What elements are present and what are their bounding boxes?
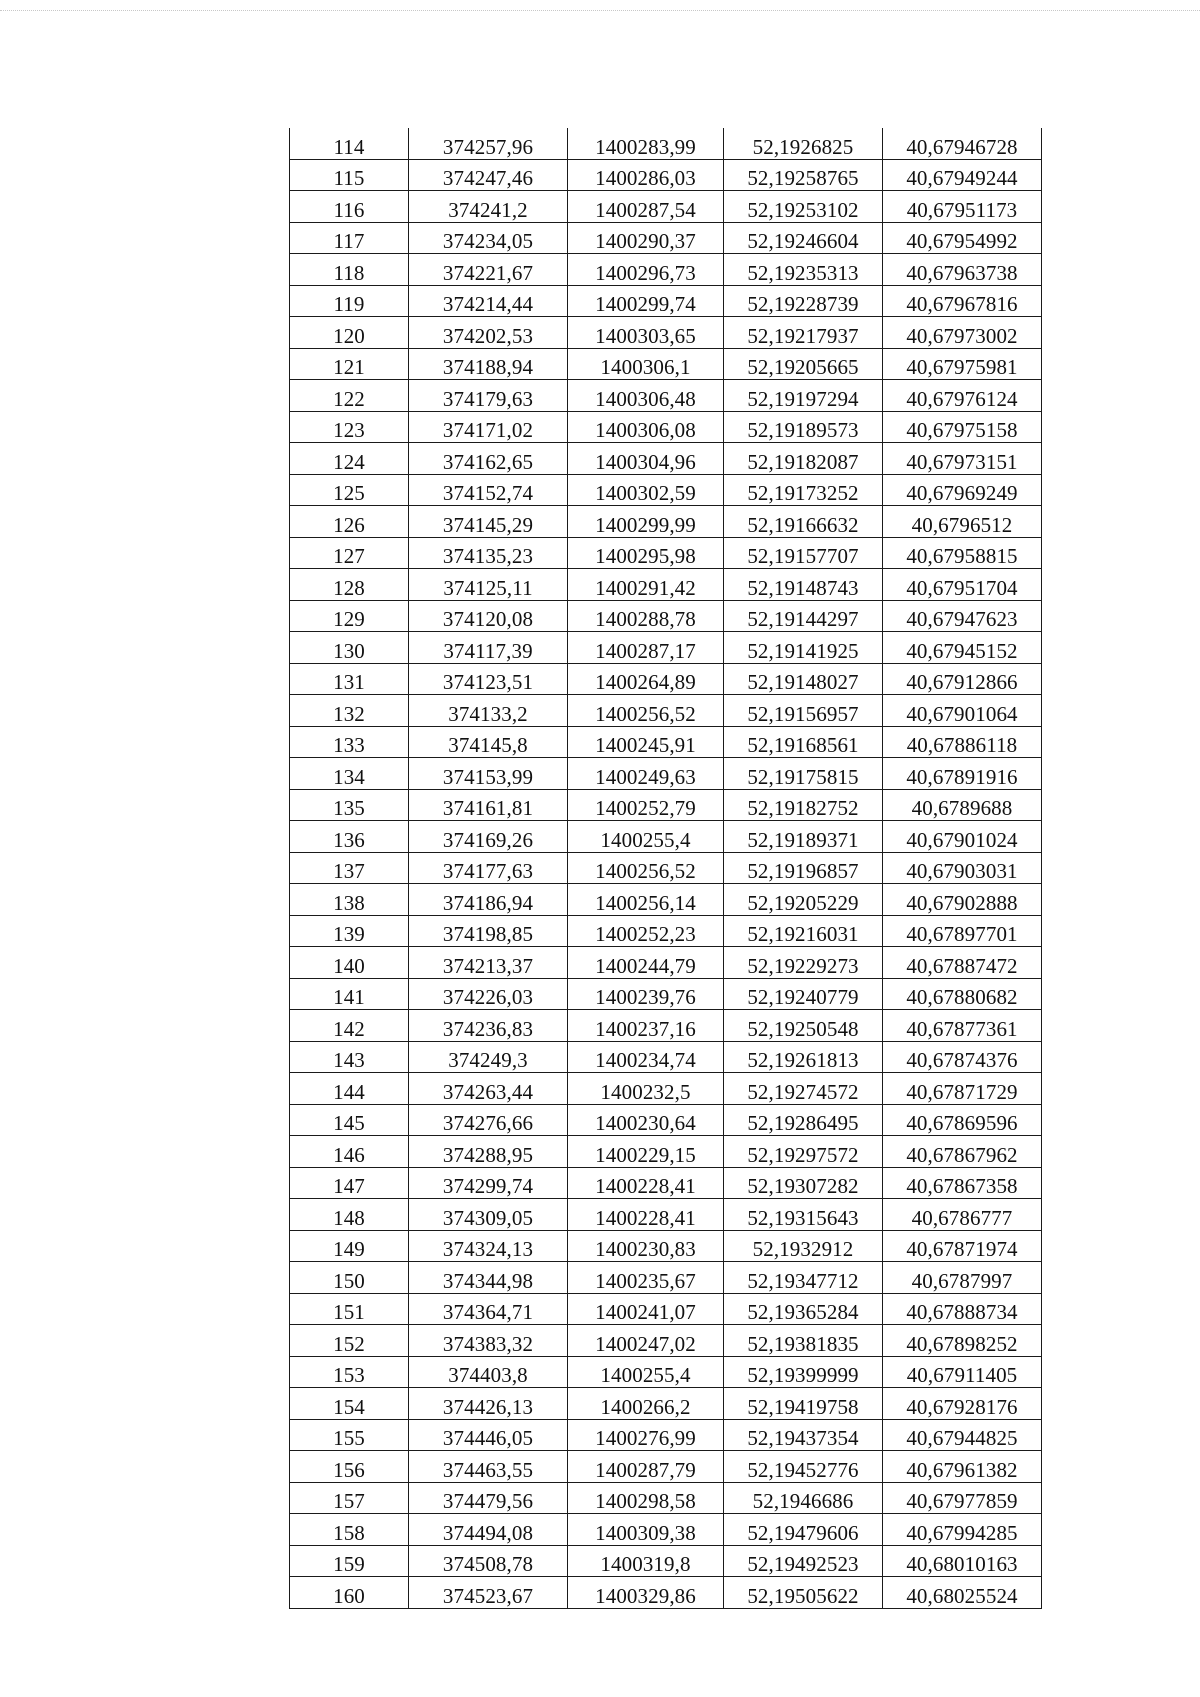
- latitude-cell: 52,1946686: [724, 1482, 883, 1514]
- latitude-cell: 52,19315643: [724, 1199, 883, 1231]
- table-row: [290, 254, 1042, 286]
- latitude-cell: 52,19240779: [724, 978, 883, 1010]
- longitude-cell: 40,67902888: [883, 884, 1042, 916]
- table-row: [290, 1419, 1042, 1451]
- table-row: [290, 821, 1042, 853]
- point-number-cell: 135: [290, 789, 409, 821]
- y-coordinate-cell: 1400296,73: [568, 254, 724, 286]
- x-coordinate-cell: 374226,03: [409, 978, 568, 1010]
- x-coordinate-cell: 374364,71: [409, 1293, 568, 1325]
- y-coordinate-cell: 1400228,41: [568, 1199, 724, 1231]
- longitude-cell: 40,67963738: [883, 254, 1042, 286]
- x-coordinate-cell: 374508,78: [409, 1545, 568, 1577]
- x-coordinate-cell: 374426,13: [409, 1388, 568, 1420]
- latitude-cell: 52,19261813: [724, 1041, 883, 1073]
- longitude-cell: 40,67871729: [883, 1073, 1042, 1105]
- longitude-cell: 40,67977859: [883, 1482, 1042, 1514]
- x-coordinate-cell: 374145,29: [409, 506, 568, 538]
- table-row: [290, 789, 1042, 821]
- x-coordinate-cell: 374236,83: [409, 1010, 568, 1042]
- x-coordinate-cell: 374403,8: [409, 1356, 568, 1388]
- table-row: [290, 1545, 1042, 1577]
- point-number-cell: 126: [290, 506, 409, 538]
- latitude-cell: 52,19144297: [724, 600, 883, 632]
- point-number-cell: 117: [290, 222, 409, 254]
- latitude-cell: 52,19157707: [724, 537, 883, 569]
- x-coordinate-cell: 374153,99: [409, 758, 568, 790]
- point-number-cell: 159: [290, 1545, 409, 1577]
- y-coordinate-cell: 1400309,38: [568, 1514, 724, 1546]
- coordinates-table-body: [290, 128, 1042, 1608]
- latitude-cell: 52,19229273: [724, 947, 883, 979]
- table-row: [290, 569, 1042, 601]
- x-coordinate-cell: 374299,74: [409, 1167, 568, 1199]
- y-coordinate-cell: 1400302,59: [568, 474, 724, 506]
- y-coordinate-cell: 1400306,08: [568, 411, 724, 443]
- table-row: [290, 600, 1042, 632]
- y-coordinate-cell: 1400286,03: [568, 159, 724, 191]
- longitude-cell: 40,67946728: [883, 128, 1042, 159]
- point-number-cell: 131: [290, 663, 409, 695]
- y-coordinate-cell: 1400229,15: [568, 1136, 724, 1168]
- y-coordinate-cell: 1400230,83: [568, 1230, 724, 1262]
- latitude-cell: 52,19148743: [724, 569, 883, 601]
- x-coordinate-cell: 374169,26: [409, 821, 568, 853]
- y-coordinate-cell: 1400298,58: [568, 1482, 724, 1514]
- table-row: [290, 1451, 1042, 1483]
- longitude-cell: 40,67888734: [883, 1293, 1042, 1325]
- point-number-cell: 124: [290, 443, 409, 475]
- longitude-cell: 40,67887472: [883, 947, 1042, 979]
- table-row: [290, 978, 1042, 1010]
- point-number-cell: 157: [290, 1482, 409, 1514]
- latitude-cell: 52,19182087: [724, 443, 883, 475]
- table-row: [290, 1577, 1042, 1609]
- longitude-cell: 40,67994285: [883, 1514, 1042, 1546]
- x-coordinate-cell: 374135,23: [409, 537, 568, 569]
- longitude-cell: 40,67901064: [883, 695, 1042, 727]
- point-number-cell: 116: [290, 191, 409, 223]
- x-coordinate-cell: 374214,44: [409, 285, 568, 317]
- point-number-cell: 141: [290, 978, 409, 1010]
- x-coordinate-cell: 374123,51: [409, 663, 568, 695]
- longitude-cell: 40,67901024: [883, 821, 1042, 853]
- longitude-cell: 40,67973151: [883, 443, 1042, 475]
- point-number-cell: 118: [290, 254, 409, 286]
- longitude-cell: 40,67961382: [883, 1451, 1042, 1483]
- latitude-cell: 52,19479606: [724, 1514, 883, 1546]
- longitude-cell: 40,67871974: [883, 1230, 1042, 1262]
- longitude-cell: 40,67951704: [883, 569, 1042, 601]
- latitude-cell: 52,1932912: [724, 1230, 883, 1262]
- table-row: [290, 1514, 1042, 1546]
- point-number-cell: 158: [290, 1514, 409, 1546]
- table-row: [290, 159, 1042, 191]
- table-row: [290, 285, 1042, 317]
- point-number-cell: 153: [290, 1356, 409, 1388]
- point-number-cell: 147: [290, 1167, 409, 1199]
- point-number-cell: 146: [290, 1136, 409, 1168]
- y-coordinate-cell: 1400276,99: [568, 1419, 724, 1451]
- point-number-cell: 125: [290, 474, 409, 506]
- latitude-cell: 52,19228739: [724, 285, 883, 317]
- longitude-cell: 40,68010163: [883, 1545, 1042, 1577]
- y-coordinate-cell: 1400290,37: [568, 222, 724, 254]
- point-number-cell: 123: [290, 411, 409, 443]
- y-coordinate-cell: 1400232,5: [568, 1073, 724, 1105]
- x-coordinate-cell: 374188,94: [409, 348, 568, 380]
- longitude-cell: 40,6787997: [883, 1262, 1042, 1294]
- table-row: [290, 1073, 1042, 1105]
- y-coordinate-cell: 1400237,16: [568, 1010, 724, 1042]
- y-coordinate-cell: 1400264,89: [568, 663, 724, 695]
- x-coordinate-cell: 374221,67: [409, 254, 568, 286]
- x-coordinate-cell: 374125,11: [409, 569, 568, 601]
- longitude-cell: 40,6789688: [883, 789, 1042, 821]
- table-row: [290, 537, 1042, 569]
- table-row: [290, 1104, 1042, 1136]
- y-coordinate-cell: 1400299,74: [568, 285, 724, 317]
- latitude-cell: 52,1926825: [724, 128, 883, 159]
- x-coordinate-cell: 374463,55: [409, 1451, 568, 1483]
- y-coordinate-cell: 1400234,74: [568, 1041, 724, 1073]
- x-coordinate-cell: 374523,67: [409, 1577, 568, 1609]
- table-row: [290, 1262, 1042, 1294]
- longitude-cell: 40,67867962: [883, 1136, 1042, 1168]
- y-coordinate-cell: 1400287,54: [568, 191, 724, 223]
- x-coordinate-cell: 374198,85: [409, 915, 568, 947]
- latitude-cell: 52,19381835: [724, 1325, 883, 1357]
- y-coordinate-cell: 1400244,79: [568, 947, 724, 979]
- point-number-cell: 149: [290, 1230, 409, 1262]
- latitude-cell: 52,19182752: [724, 789, 883, 821]
- longitude-cell: 40,67969249: [883, 474, 1042, 506]
- table-row: [290, 1482, 1042, 1514]
- y-coordinate-cell: 1400287,79: [568, 1451, 724, 1483]
- x-coordinate-cell: 374263,44: [409, 1073, 568, 1105]
- y-coordinate-cell: 1400329,86: [568, 1577, 724, 1609]
- point-number-cell: 119: [290, 285, 409, 317]
- point-number-cell: 120: [290, 317, 409, 349]
- table-row: [290, 695, 1042, 727]
- y-coordinate-cell: 1400306,48: [568, 380, 724, 412]
- x-coordinate-cell: 374162,65: [409, 443, 568, 475]
- longitude-cell: 40,67975981: [883, 348, 1042, 380]
- y-coordinate-cell: 1400249,63: [568, 758, 724, 790]
- point-number-cell: 139: [290, 915, 409, 947]
- table-row: [290, 947, 1042, 979]
- latitude-cell: 52,19505622: [724, 1577, 883, 1609]
- x-coordinate-cell: 374494,08: [409, 1514, 568, 1546]
- longitude-cell: 40,67949244: [883, 159, 1042, 191]
- longitude-cell: 40,67891916: [883, 758, 1042, 790]
- table-row: [290, 1293, 1042, 1325]
- table-row: [290, 726, 1042, 758]
- x-coordinate-cell: 374202,53: [409, 317, 568, 349]
- table-row: [290, 380, 1042, 412]
- table-row: [290, 663, 1042, 695]
- longitude-cell: 40,67945152: [883, 632, 1042, 664]
- table-row: [290, 191, 1042, 223]
- latitude-cell: 52,19399999: [724, 1356, 883, 1388]
- longitude-cell: 40,67973002: [883, 317, 1042, 349]
- y-coordinate-cell: 1400283,99: [568, 128, 724, 159]
- longitude-cell: 40,67898252: [883, 1325, 1042, 1357]
- latitude-cell: 52,19196857: [724, 852, 883, 884]
- x-coordinate-cell: 374479,56: [409, 1482, 568, 1514]
- point-number-cell: 144: [290, 1073, 409, 1105]
- table-row: [290, 758, 1042, 790]
- table-row: [290, 1136, 1042, 1168]
- x-coordinate-cell: 374344,98: [409, 1262, 568, 1294]
- latitude-cell: 52,19253102: [724, 191, 883, 223]
- latitude-cell: 52,19189573: [724, 411, 883, 443]
- point-number-cell: 115: [290, 159, 409, 191]
- longitude-cell: 40,6786777: [883, 1199, 1042, 1231]
- table-row: [290, 128, 1042, 159]
- point-number-cell: 138: [290, 884, 409, 916]
- latitude-cell: 52,19197294: [724, 380, 883, 412]
- table-row: [290, 1230, 1042, 1262]
- y-coordinate-cell: 1400252,79: [568, 789, 724, 821]
- longitude-cell: 40,67877361: [883, 1010, 1042, 1042]
- point-number-cell: 132: [290, 695, 409, 727]
- longitude-cell: 40,67886118: [883, 726, 1042, 758]
- latitude-cell: 52,19175815: [724, 758, 883, 790]
- latitude-cell: 52,19205665: [724, 348, 883, 380]
- point-number-cell: 142: [290, 1010, 409, 1042]
- longitude-cell: 40,67975158: [883, 411, 1042, 443]
- latitude-cell: 52,19419758: [724, 1388, 883, 1420]
- latitude-cell: 52,19205229: [724, 884, 883, 916]
- y-coordinate-cell: 1400256,14: [568, 884, 724, 916]
- table-row: [290, 1041, 1042, 1073]
- x-coordinate-cell: 374177,63: [409, 852, 568, 884]
- x-coordinate-cell: 374213,37: [409, 947, 568, 979]
- table-row: [290, 1356, 1042, 1388]
- point-number-cell: 133: [290, 726, 409, 758]
- point-number-cell: 121: [290, 348, 409, 380]
- x-coordinate-cell: 374186,94: [409, 884, 568, 916]
- table-row: [290, 411, 1042, 443]
- table-row: [290, 506, 1042, 538]
- latitude-cell: 52,19250548: [724, 1010, 883, 1042]
- point-number-cell: 143: [290, 1041, 409, 1073]
- table-row: [290, 1325, 1042, 1357]
- y-coordinate-cell: 1400266,2: [568, 1388, 724, 1420]
- table-row: [290, 852, 1042, 884]
- longitude-cell: 40,67903031: [883, 852, 1042, 884]
- longitude-cell: 40,67911405: [883, 1356, 1042, 1388]
- latitude-cell: 52,19246604: [724, 222, 883, 254]
- x-coordinate-cell: 374152,74: [409, 474, 568, 506]
- y-coordinate-cell: 1400287,17: [568, 632, 724, 664]
- y-coordinate-cell: 1400299,99: [568, 506, 724, 538]
- point-number-cell: 160: [290, 1577, 409, 1609]
- point-number-cell: 154: [290, 1388, 409, 1420]
- longitude-cell: 40,67967816: [883, 285, 1042, 317]
- point-number-cell: 155: [290, 1419, 409, 1451]
- x-coordinate-cell: 374249,3: [409, 1041, 568, 1073]
- point-number-cell: 140: [290, 947, 409, 979]
- latitude-cell: 52,19156957: [724, 695, 883, 727]
- x-coordinate-cell: 374171,02: [409, 411, 568, 443]
- table-row: [290, 1167, 1042, 1199]
- y-coordinate-cell: 1400256,52: [568, 695, 724, 727]
- latitude-cell: 52,19297572: [724, 1136, 883, 1168]
- longitude-cell: 40,67954992: [883, 222, 1042, 254]
- latitude-cell: 52,19216031: [724, 915, 883, 947]
- table-row: [290, 915, 1042, 947]
- x-coordinate-cell: 374117,39: [409, 632, 568, 664]
- longitude-cell: 40,67874376: [883, 1041, 1042, 1073]
- point-number-cell: 136: [290, 821, 409, 853]
- latitude-cell: 52,19173252: [724, 474, 883, 506]
- latitude-cell: 52,19148027: [724, 663, 883, 695]
- latitude-cell: 52,19452776: [724, 1451, 883, 1483]
- y-coordinate-cell: 1400235,67: [568, 1262, 724, 1294]
- latitude-cell: 52,19189371: [724, 821, 883, 853]
- latitude-cell: 52,19168561: [724, 726, 883, 758]
- y-coordinate-cell: 1400319,8: [568, 1545, 724, 1577]
- x-coordinate-cell: 374161,81: [409, 789, 568, 821]
- point-number-cell: 151: [290, 1293, 409, 1325]
- table-row: [290, 632, 1042, 664]
- y-coordinate-cell: 1400304,96: [568, 443, 724, 475]
- x-coordinate-cell: 374276,66: [409, 1104, 568, 1136]
- longitude-cell: 40,67947623: [883, 600, 1042, 632]
- x-coordinate-cell: 374241,2: [409, 191, 568, 223]
- latitude-cell: 52,19492523: [724, 1545, 883, 1577]
- point-number-cell: 156: [290, 1451, 409, 1483]
- point-number-cell: 122: [290, 380, 409, 412]
- x-coordinate-cell: 374179,63: [409, 380, 568, 412]
- latitude-cell: 52,19286495: [724, 1104, 883, 1136]
- y-coordinate-cell: 1400255,4: [568, 1356, 724, 1388]
- point-number-cell: 145: [290, 1104, 409, 1136]
- longitude-cell: 40,67867358: [883, 1167, 1042, 1199]
- y-coordinate-cell: 1400241,07: [568, 1293, 724, 1325]
- latitude-cell: 52,19347712: [724, 1262, 883, 1294]
- table-row: [290, 1010, 1042, 1042]
- latitude-cell: 52,19141925: [724, 632, 883, 664]
- y-coordinate-cell: 1400291,42: [568, 569, 724, 601]
- x-coordinate-cell: 374247,46: [409, 159, 568, 191]
- y-coordinate-cell: 1400288,78: [568, 600, 724, 632]
- longitude-cell: 40,67928176: [883, 1388, 1042, 1420]
- table-row: [290, 1388, 1042, 1420]
- point-number-cell: 150: [290, 1262, 409, 1294]
- latitude-cell: 52,19307282: [724, 1167, 883, 1199]
- y-coordinate-cell: 1400247,02: [568, 1325, 724, 1357]
- x-coordinate-cell: 374234,05: [409, 222, 568, 254]
- table-row: [290, 1199, 1042, 1231]
- latitude-cell: 52,19365284: [724, 1293, 883, 1325]
- x-coordinate-cell: 374324,13: [409, 1230, 568, 1262]
- latitude-cell: 52,19258765: [724, 159, 883, 191]
- longitude-cell: 40,67880682: [883, 978, 1042, 1010]
- longitude-cell: 40,67869596: [883, 1104, 1042, 1136]
- latitude-cell: 52,19437354: [724, 1419, 883, 1451]
- point-number-cell: 114: [290, 128, 409, 159]
- y-coordinate-cell: 1400256,52: [568, 852, 724, 884]
- longitude-cell: 40,67958815: [883, 537, 1042, 569]
- table-row: [290, 348, 1042, 380]
- x-coordinate-cell: 374133,2: [409, 695, 568, 727]
- point-number-cell: 128: [290, 569, 409, 601]
- latitude-cell: 52,19217937: [724, 317, 883, 349]
- point-number-cell: 134: [290, 758, 409, 790]
- y-coordinate-cell: 1400303,65: [568, 317, 724, 349]
- scan-edge-line: [0, 10, 1200, 11]
- x-coordinate-cell: 374309,05: [409, 1199, 568, 1231]
- y-coordinate-cell: 1400230,64: [568, 1104, 724, 1136]
- x-coordinate-cell: 374446,05: [409, 1419, 568, 1451]
- table-row: [290, 317, 1042, 349]
- point-number-cell: 152: [290, 1325, 409, 1357]
- table-row: [290, 443, 1042, 475]
- y-coordinate-cell: 1400255,4: [568, 821, 724, 853]
- x-coordinate-cell: 374257,96: [409, 128, 568, 159]
- longitude-cell: 40,6796512: [883, 506, 1042, 538]
- table-row: [290, 222, 1042, 254]
- latitude-cell: 52,19235313: [724, 254, 883, 286]
- longitude-cell: 40,67951173: [883, 191, 1042, 223]
- x-coordinate-cell: 374383,32: [409, 1325, 568, 1357]
- x-coordinate-cell: 374145,8: [409, 726, 568, 758]
- longitude-cell: 40,67976124: [883, 380, 1042, 412]
- longitude-cell: 40,68025524: [883, 1577, 1042, 1609]
- y-coordinate-cell: 1400252,23: [568, 915, 724, 947]
- point-number-cell: 137: [290, 852, 409, 884]
- longitude-cell: 40,67897701: [883, 915, 1042, 947]
- y-coordinate-cell: 1400245,91: [568, 726, 724, 758]
- latitude-cell: 52,19274572: [724, 1073, 883, 1105]
- table-row: [290, 474, 1042, 506]
- y-coordinate-cell: 1400228,41: [568, 1167, 724, 1199]
- longitude-cell: 40,67912866: [883, 663, 1042, 695]
- y-coordinate-cell: 1400295,98: [568, 537, 724, 569]
- point-number-cell: 127: [290, 537, 409, 569]
- longitude-cell: 40,67944825: [883, 1419, 1042, 1451]
- y-coordinate-cell: 1400239,76: [568, 978, 724, 1010]
- x-coordinate-cell: 374120,08: [409, 600, 568, 632]
- coordinates-table: [289, 128, 1042, 1609]
- latitude-cell: 52,19166632: [724, 506, 883, 538]
- y-coordinate-cell: 1400306,1: [568, 348, 724, 380]
- point-number-cell: 148: [290, 1199, 409, 1231]
- point-number-cell: 129: [290, 600, 409, 632]
- x-coordinate-cell: 374288,95: [409, 1136, 568, 1168]
- table-row: [290, 884, 1042, 916]
- point-number-cell: 130: [290, 632, 409, 664]
